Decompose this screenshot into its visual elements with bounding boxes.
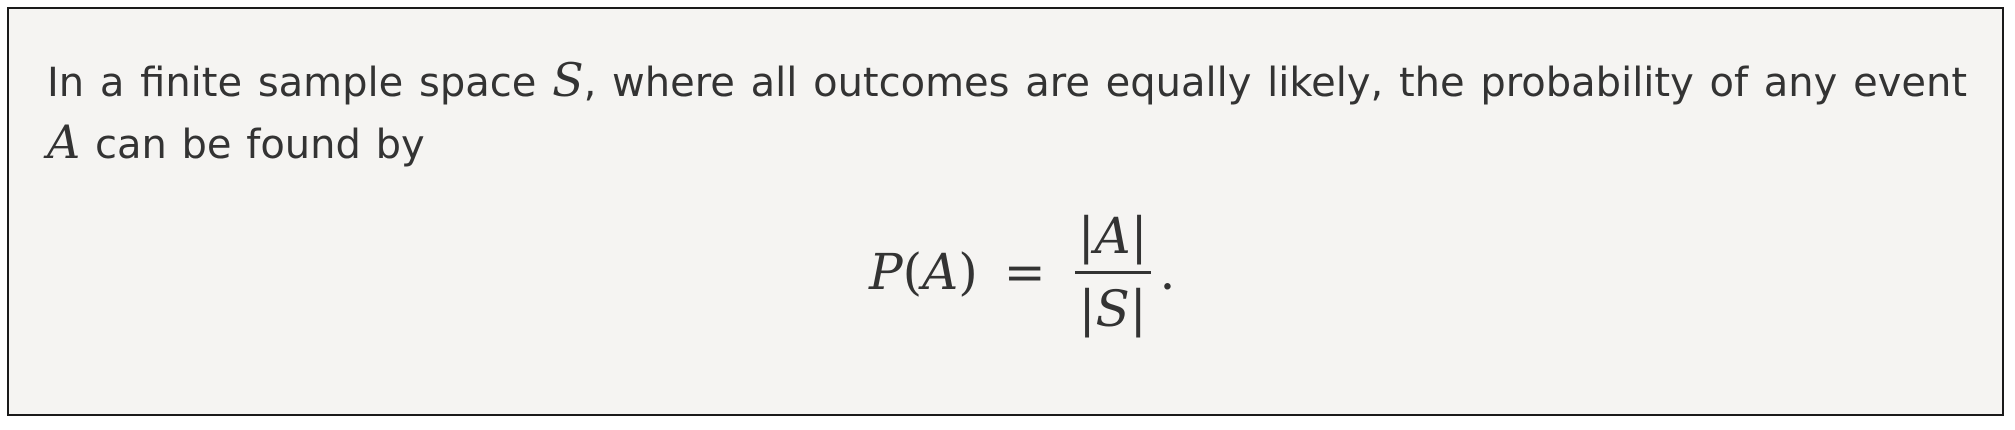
variable-event: A xyxy=(47,115,81,169)
formula-p: P xyxy=(869,243,903,301)
formula-numerator: |A| xyxy=(1077,206,1148,265)
formula-display xyxy=(9,197,2002,347)
formula-lhs-a: A xyxy=(922,243,959,301)
formula-lhs xyxy=(869,243,978,301)
formula-fraction xyxy=(1068,203,1158,342)
fraction-bar xyxy=(1075,271,1151,274)
text-end: can be found by xyxy=(80,122,425,168)
formula-period: . xyxy=(1159,243,1176,301)
text-intro: In a finite sample space xyxy=(47,60,553,106)
variable-sample-space: S xyxy=(552,53,584,107)
definition-paragraph xyxy=(47,51,1967,175)
formula-denominator: |S| xyxy=(1078,279,1147,338)
formula-open-paren: ( xyxy=(902,243,923,301)
formula-equals: = xyxy=(1003,243,1046,301)
formula-close-paren: ) xyxy=(958,243,978,301)
text-middle: , where all outcomes are equally likely, the probability of any event xyxy=(583,60,1967,106)
definition-box xyxy=(7,7,2004,416)
probability-formula xyxy=(869,197,1175,347)
